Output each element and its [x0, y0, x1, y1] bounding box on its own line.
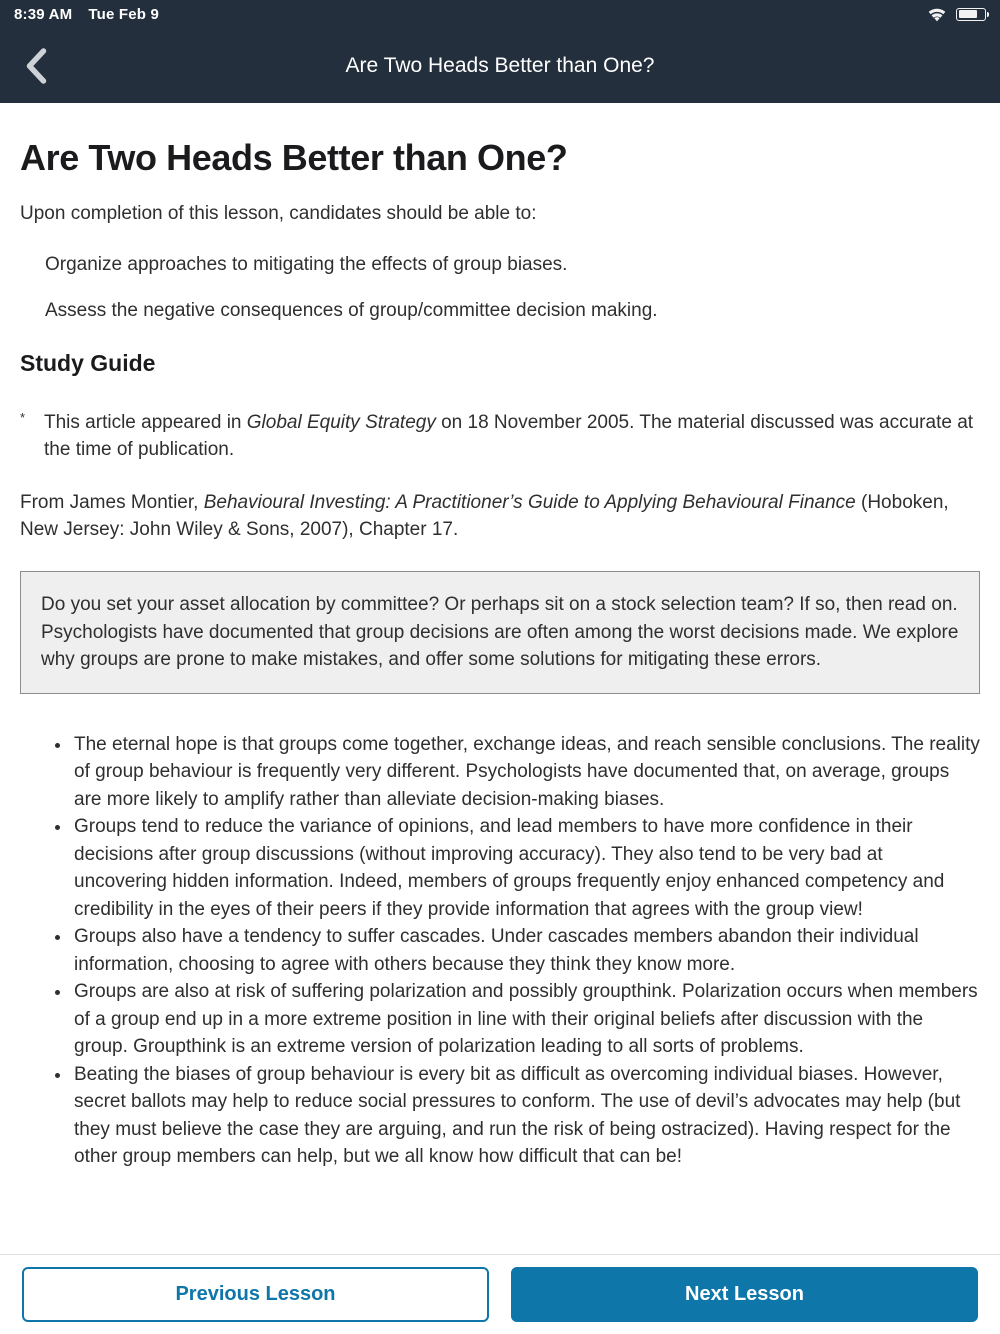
nav-bar — [0, 28, 1000, 103]
wifi-icon — [927, 7, 947, 22]
objectives-list — [20, 251, 980, 324]
objective-item: Organize approaches to mitigating the effects of group biases. — [45, 254, 568, 276]
status-date: Tue Feb 9 — [88, 5, 160, 23]
battery-icon — [956, 8, 986, 21]
lesson-intro: Upon completion of this lesson, candidates should be able to: — [20, 203, 537, 225]
footnote-marker: * — [20, 410, 26, 426]
footnote-text-post: on 18 November 2005. The material discussed was accurate at the time of publication. — [44, 412, 974, 461]
footnote-text-italic: Global Equity Strategy — [246, 412, 436, 434]
status-right — [927, 7, 986, 22]
footer-nav — [0, 1254, 1000, 1334]
bullet-list — [20, 731, 980, 1171]
status-bar — [0, 0, 1000, 28]
callout-box — [20, 571, 980, 694]
status-time: 8:39 AM — [14, 5, 73, 23]
source-pre: From James Montier, — [20, 492, 204, 514]
page-title: Are Two Heads Better than One? — [20, 137, 568, 178]
footnote-text — [44, 409, 980, 463]
source-post: (Hoboken, New Jersey: John Wiley & Sons, 2007), Chapter 17. — [20, 492, 949, 541]
top-bar — [0, 0, 1000, 103]
bullet-item: • Groups also have a tendency to suffer cascades. Under cascades members abandon their individual information, choosing to agree with others because they think they know more. — [72, 923, 980, 978]
previous-lesson-button[interactable]: Previous Lesson — [22, 1267, 489, 1322]
footnote-text-pre: This article appeared in — [44, 412, 247, 434]
source-citation — [20, 489, 980, 543]
chevron-left-icon — [24, 48, 47, 84]
bullet-item: • Beating the biases of group behaviour is every bit as difficult as overcoming individual biases. However, secret ballots may help to reduce social pressures to conform. The use of devil’s advocates may help (but they must believe the case they are arguing, and run the risk of being ostracized). Having respect for the other group members can help, but we all know how difficult that can be! — [72, 1061, 980, 1171]
lesson-content — [0, 137, 1000, 1171]
source-italic: Behavioural Investing: A Practitioner’s Guide to Applying Behavioural Finance — [203, 492, 856, 514]
callout-text: Do you set your asset allocation by committee? Or perhaps sit on a stock selection team? If so, then read on. Psychologists have documented that group decisions are often among the worst decisions made. We explore why groups are prone to make mistakes, and offer some solutions for mitigating these errors. — [41, 594, 959, 671]
bullet-item: • Groups tend to reduce the variance of opinions, and lead members to have more confidence in their decisions after group discussions (without improving accuracy). They also tend to be very bad at uncovering hidden information. Indeed, members of groups frequently enjoy enhanced competency and credibility in the eyes of their peers if they provide information that agrees with the group view! — [72, 813, 980, 923]
footnote — [20, 409, 980, 463]
objective-item: Assess the negative consequences of group/committee decision making. — [45, 300, 658, 322]
next-lesson-button[interactable]: Next Lesson — [511, 1267, 978, 1322]
back-button[interactable] — [16, 44, 55, 88]
battery-level — [959, 10, 978, 18]
nav-title: Are Two Heads Better than One? — [345, 53, 655, 77]
status-left — [14, 6, 159, 23]
study-guide-heading: Study Guide — [20, 350, 156, 377]
bullet-item: • The eternal hope is that groups come together, exchange ideas, and reach sensible conclusions. The reality of group behaviour is frequently very different. Psychologists have documented that, on average, groups are more likely to amplify rather than alleviate decision-making biases. — [72, 731, 980, 814]
bullet-item: • Groups are also at risk of suffering polarization and possibly groupthink. Polarization occurs when members of a group end up in a more extreme position in line with their original beliefs after discussion with the group. Groupthink is an extreme version of polarization leading to all sorts of problems. — [72, 978, 980, 1061]
